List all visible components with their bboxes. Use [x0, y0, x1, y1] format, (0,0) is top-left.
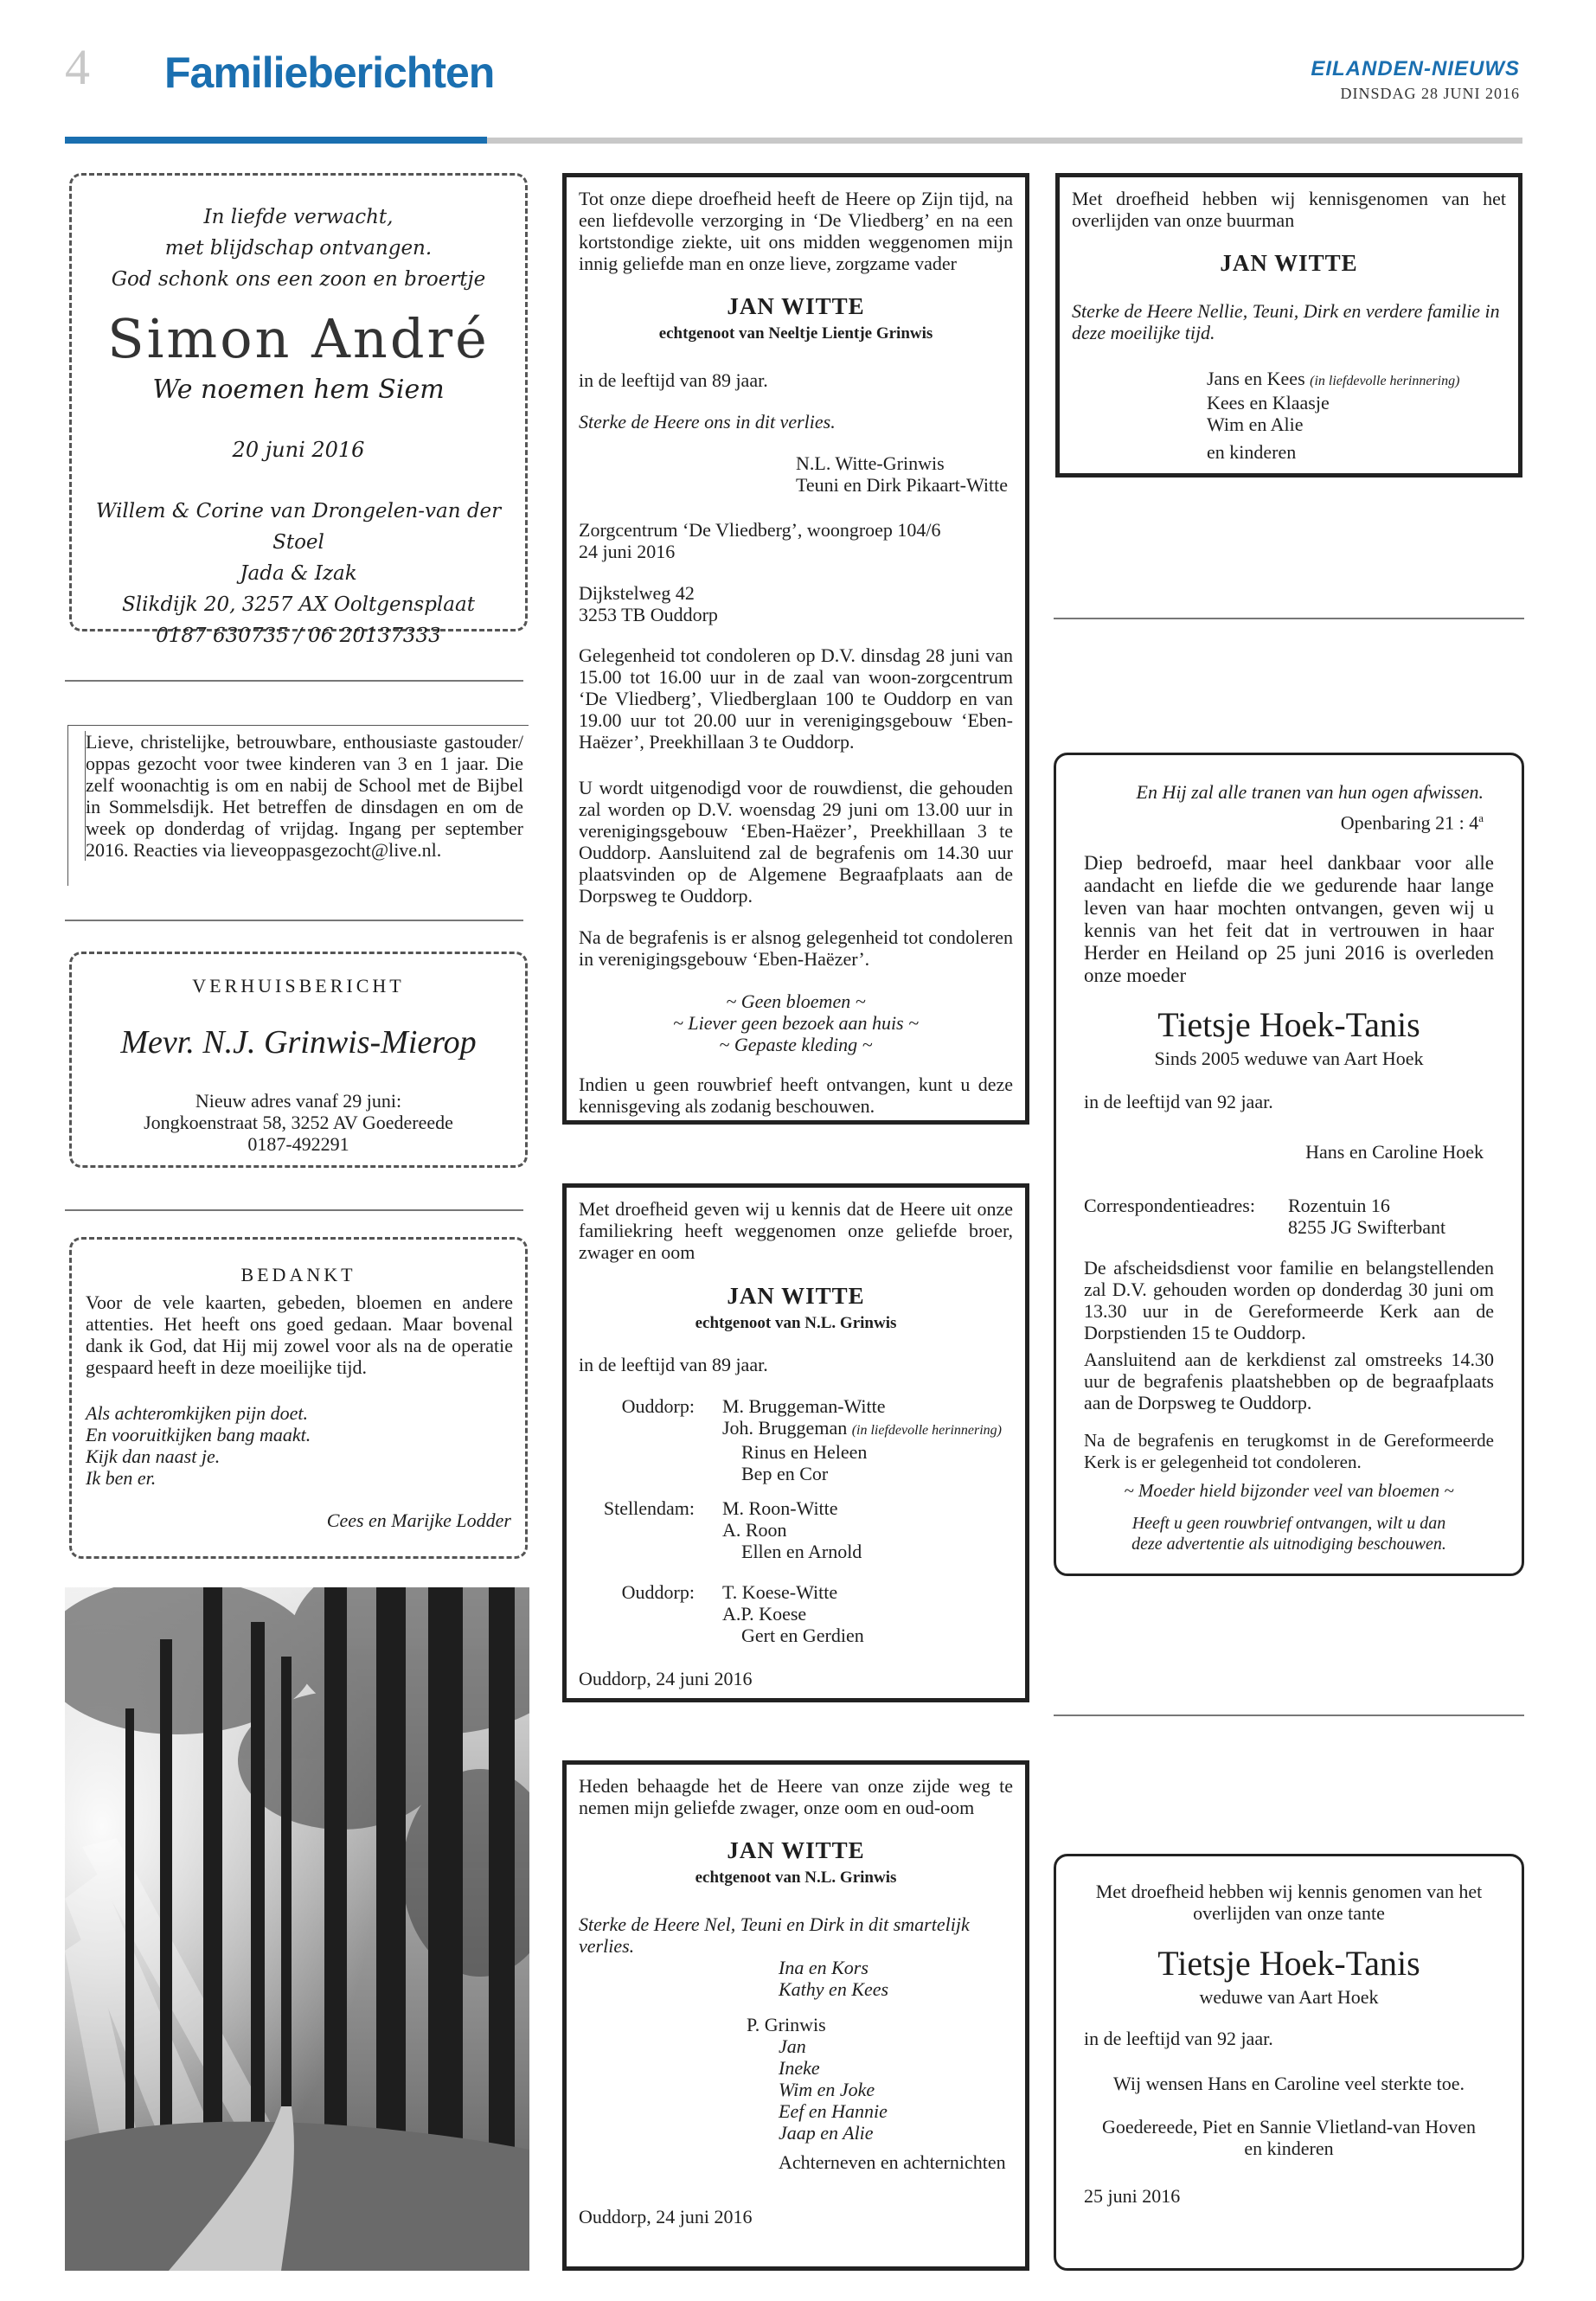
service-info: De afscheidsdienst voor familie en belangstellenden zal D.V. gehouden worden op donderdag 30 juni om 13.30 uur in de Gereformeerde Kerk aan de Dorpstienden 15 te Ouddorp. — [1084, 1257, 1494, 1343]
obit-footer: Ouddorp, 24 juni 2016 — [579, 1668, 753, 1689]
condolence-info: Na de begrafenis en terugkomst in de Gereformeerde Kerk is er gelegenheid tot condoleren. — [1084, 1430, 1494, 1472]
birth-line-2: met blijdschap ontvangen. — [164, 237, 433, 260]
section-title: Familieberichten — [164, 48, 495, 97]
issue-date: DINSDAG 28 JUNI 2016 — [1340, 85, 1520, 102]
closing-note: Heeft u geen rouwbrief ontvangen, wilt u dan deze advertentie als uitnodiging beschouwen. — [1131, 1514, 1446, 1554]
relative: Ellen en Arnold — [741, 1541, 862, 1562]
thanks-heading: BEDANKT — [240, 1264, 356, 1285]
header-rule-accent — [65, 137, 487, 144]
correspondence-city: 8255 JG Swifterbant — [1288, 1216, 1446, 1238]
place-3: Ouddorp: — [621, 1581, 695, 1603]
birth-phone: 0187 630735 / 06 20137333 — [156, 625, 441, 647]
deceased-name: Tietsje Hoek-Tanis — [1157, 1944, 1420, 1983]
birth-date: 20 juni 2016 — [232, 438, 365, 462]
baby-nickname: We noemen hem Siem — [152, 375, 445, 405]
memory-note: (in liefdevolle herinnering) — [1310, 374, 1460, 388]
poem-line-4: Ik ben er. — [86, 1467, 157, 1489]
relative: Jan — [779, 2035, 806, 2057]
family-name-2: Teuni en Dirk Pikaart-Witte — [796, 474, 1008, 496]
age-line: in de leeftijd van 89 jaar. — [579, 1354, 768, 1375]
birth-siblings: Jada & Izak — [240, 562, 357, 585]
divider — [65, 680, 523, 682]
spouse-line: echtgenoot van N.L. Grinwis — [695, 1314, 897, 1332]
relative: Kees en Klaasje — [1207, 392, 1330, 413]
spouse-line: echtgenoot van Neeltje Lientje Grinwis — [658, 324, 933, 343]
widow-line: Sinds 2005 weduwe van Aart Hoek — [1154, 1048, 1424, 1069]
obit-intro: Heden behaagde het de Heere van onze zijde weg te nemen mijn geliefde zwager, onze oom en oud-oom — [579, 1775, 1013, 1818]
burial-info: Aansluitend aan de kerkdienst zal omstreeks 14.30 uur de begrafenis plaatshebben op de begraafplaats aan de Dorpsweg te Ouddorp. — [1084, 1349, 1494, 1413]
obituary-jan-witte-nephews — [562, 1760, 1029, 2271]
deceased-name: JAN WITTE — [1220, 250, 1358, 276]
header-rule — [487, 138, 1522, 144]
thanks-text: Voor de vele kaarten, gebeden, bloemen en andere attenties. Het heeft ons goed gedaan. Maar bovenal dank ik God, dat Hij mij zowel voor als na de operatie gespaard heeft in deze moeilijke tijd. — [86, 1292, 513, 1378]
relative: Ineke — [779, 2057, 820, 2079]
wish-3: ~ Gepaste kleding ~ — [719, 1034, 873, 1055]
wish-line: Wij wensen Hans en Caroline veel sterkte toe. — [1113, 2073, 1465, 2094]
obituary-tietsje-hoek-tanis-nephews — [1054, 1854, 1524, 2271]
obituary-jan-witte-neighbours — [1055, 173, 1522, 478]
strength-line: Sterke de Heere ons in dit verlies. — [579, 411, 836, 433]
relative: A.P. Koese — [722, 1603, 807, 1625]
relative: Jans en Kees — [1207, 368, 1305, 389]
page-number: 4 — [65, 39, 90, 95]
classified-ad: Lieve, christelijke, betrouwbare, enthousiaste gastouder/ oppas gezocht voor twee kinderen van 3 en 1 jaar. Die zelf woonachtig is om en nabij de School met de Bijbel in Sommelsdijk. Het betreffen de dinsdagen en om de week op donderdag of vrijdag. Ingang per september 2016. Reacties via lieveoppasgezocht@live.nl. — [86, 731, 523, 861]
thanks-notice — [69, 1237, 528, 1559]
age-line: in de leeftijd van 92 jaar. — [1084, 2028, 1273, 2049]
obituary-tietsje-hoek-tanis-family — [1054, 753, 1524, 1576]
divider — [65, 920, 523, 921]
verse-reference-sup: a — [1478, 811, 1484, 824]
moving-notice — [69, 952, 528, 1168]
relative: en kinderen — [1207, 441, 1297, 463]
moving-heading: VERHUISBERICHT — [192, 975, 405, 997]
memory-note: (in liefdevolle herinnering) — [851, 1423, 1002, 1438]
widow-line: weduwe van Aart Hoek — [1199, 1986, 1379, 2008]
address-line-4: 3253 TB Ouddorp — [579, 604, 718, 625]
place-2: Stellendam: — [603, 1497, 695, 1519]
relative: Achterneven en achternichten — [779, 2151, 1006, 2173]
relative: Wim en Joke — [779, 2079, 875, 2100]
deceased-name: JAN WITTE — [727, 1837, 865, 1863]
deceased-name: Tietsje Hoek-Tanis — [1157, 1005, 1420, 1044]
relative: Kathy en Kees — [779, 1978, 889, 2000]
divider — [1054, 1715, 1524, 1716]
service-info: U wordt uitgenodigd voor de rouwdienst, die gehouden zal worden op D.V. woensdag 29 juni om 13.00 uur in verenigingsgebouw ‘Eben-Haëzer’, Preekhillaan 3 te Ouddorp. Aansluitend zal de begrafenis om 14.30 uur plaatsvinden op de Algemene Begraafplaats aan de Dorpsweg te Ouddorp. — [579, 777, 1013, 907]
after-info: Na de begrafenis is er alsnog gelegenheid tot condoleren in verenigingsgebouw ‘Eben-Haëzer’. — [579, 926, 1013, 970]
moving-line-2: Jongkoenstraat 58, 3252 AV Goedereede — [144, 1112, 453, 1133]
deceased-name: JAN WITTE — [727, 293, 865, 319]
relative: Wim en Alie — [1207, 413, 1304, 435]
relative: P. Grinwis — [747, 2014, 826, 2035]
wish-1: ~ Geen bloemen ~ — [726, 990, 866, 1012]
thanks-signature: Cees en Marijke Lodder — [326, 1509, 511, 1531]
family-name-2: en kinderen — [1244, 2138, 1334, 2159]
age-line: in de leeftijd van 89 jaar. — [579, 369, 768, 391]
address-line-3: Dijkstelweg 42 — [579, 582, 695, 604]
place-1: Ouddorp: — [621, 1395, 695, 1417]
closing-note: Indien u geen rouwbrief heeft ontvangen, kunt u deze kennisgeving als zodanig beschouwen. — [579, 1074, 1013, 1117]
divider — [1054, 618, 1524, 619]
birth-parents: Willem & Corine van Drongelen-van der Stoel — [95, 500, 502, 554]
strength-line: Sterke de Heere Nellie, Teuni, Dirk en verdere familie in deze moeilijke tijd. — [1072, 300, 1500, 343]
moving-name: Mevr. N.J. Grinwis-Mierop — [120, 1024, 477, 1061]
birth-line-3: God schonk ons een zoon en broertje — [111, 268, 486, 291]
forest-photo — [65, 1587, 529, 2271]
obit-intro: Met droefheid geven wij u kennis dat de Heere uit onze familiekring heeft weggenomen onze geliefde broer, zwager en oom — [579, 1198, 1013, 1263]
family-name-1: N.L. Witte-Grinwis — [796, 452, 945, 474]
verse-reference: Openbaring 21 : 4 — [1340, 811, 1479, 834]
condolence-info: Gelegenheid tot condoleren op D.V. dinsdag 28 juni van 15.00 tot 16.00 uur in de zaal van woon-zorgcentrum ‘De Vliedberg’, Vliedberglaan 100 te Ouddorp en van 19.00 uur tot 20.00 uur in verenigingsgebouw ‘Eben-Haëzer’, Preekhillaan 3 te Ouddorp. — [579, 644, 1013, 753]
relative: Eef en Hannie — [779, 2100, 888, 2122]
relative: Jaap en Alie — [779, 2122, 874, 2144]
address-line-2: 24 juni 2016 — [579, 541, 676, 562]
relative: Bep en Cor — [741, 1463, 829, 1484]
obit-intro: Met droefheid hebben wij kennis genomen van het overlijden van onze tante — [1095, 1881, 1483, 1924]
spouse-line: echtgenoot van N.L. Grinwis — [695, 1868, 897, 1887]
obituary-jan-witte-family — [562, 173, 1029, 1125]
obit-intro: Tot onze diepe droefheid heeft de Heere op Zijn tijd, na een liefdevolle verzorging in ‘De Vliedberg’ en na een kortstondige ziekte, uit ons midden weggenomen mijn innig geliefde man en onze lieve, zorgzame vader — [579, 188, 1013, 274]
ad-frame — [67, 725, 529, 886]
birth-announcement — [69, 173, 528, 647]
obit-intro: Met droefheid hebben wij kennisgenomen van het overlijden van onze buurman — [1072, 188, 1506, 231]
relative: M. Roon-Witte — [722, 1497, 838, 1519]
divider — [65, 1209, 523, 1211]
baby-name: Simon André — [107, 307, 490, 370]
wish-2: ~ Liever geen bezoek aan huis ~ — [672, 1012, 920, 1034]
relative: Rinus en Heleen — [741, 1441, 868, 1463]
bible-verse: En Hij zal alle tranen van hun ogen afwissen. — [1136, 781, 1484, 803]
deceased-name: JAN WITTE — [727, 1283, 865, 1309]
brand-logo: EILANDEN-NIEUWS — [1311, 57, 1520, 80]
relative: T. Koese-Witte — [722, 1581, 838, 1603]
address-line-1: Zorgcentrum ‘De Vliedberg’, woongroep 104/6 — [579, 519, 941, 541]
correspondence-label: Correspondentieadres: — [1084, 1195, 1255, 1216]
relative: Joh. Bruggeman — [722, 1417, 848, 1439]
family-name-1: Goedereede, Piet en Sannie Vlietland-van Hoven — [1101, 2116, 1477, 2138]
poem-line-1: Als achteromkijken pijn doet. — [86, 1402, 309, 1424]
moving-line-1: Nieuw adres vanaf 29 juni: — [195, 1090, 402, 1112]
obit-date: 25 juni 2016 — [1084, 2185, 1181, 2207]
relative: Gert en Gerdien — [741, 1625, 864, 1646]
relative: Ina en Kors — [779, 1957, 869, 1978]
relative: A. Roon — [722, 1519, 787, 1541]
obit-footer: Ouddorp, 24 juni 2016 — [579, 2206, 753, 2227]
obituary-jan-witte-siblings — [562, 1183, 1029, 1702]
age-line: in de leeftijd van 92 jaar. — [1084, 1091, 1273, 1112]
poem-line-2: En vooruitkijken bang maakt. — [86, 1424, 311, 1445]
relative: M. Bruggeman-Witte — [722, 1395, 886, 1417]
flowers-note: ~ Moeder hield bijzonder veel van bloemen ~ — [1124, 1480, 1454, 1501]
poem-line-3: Kijk dan naast je. — [86, 1445, 221, 1467]
family-name: Hans en Caroline Hoek — [1305, 1141, 1484, 1163]
birth-line-1: In liefde verwacht, — [203, 206, 394, 228]
correspondence-street: Rozentuin 16 — [1288, 1195, 1390, 1216]
birth-address: Slikdijk 20, 3257 AX Ooltgensplaat — [122, 593, 475, 616]
moving-line-3: 0187-492291 — [247, 1133, 349, 1155]
strength-line: Sterke de Heere Nel, Teuni en Dirk in dit smartelijk verlies. — [579, 1913, 970, 1957]
obit-intro: Diep bedroefd, maar heel dankbaar voor alle aandacht en liefde die we gedurende haar lange leven van haar mochten ontvangen, geven wij u kennis van het feit dat in vertrouwen in haar Herder en Heiland op 25 juni 2016 is overleden onze moeder — [1084, 852, 1494, 986]
